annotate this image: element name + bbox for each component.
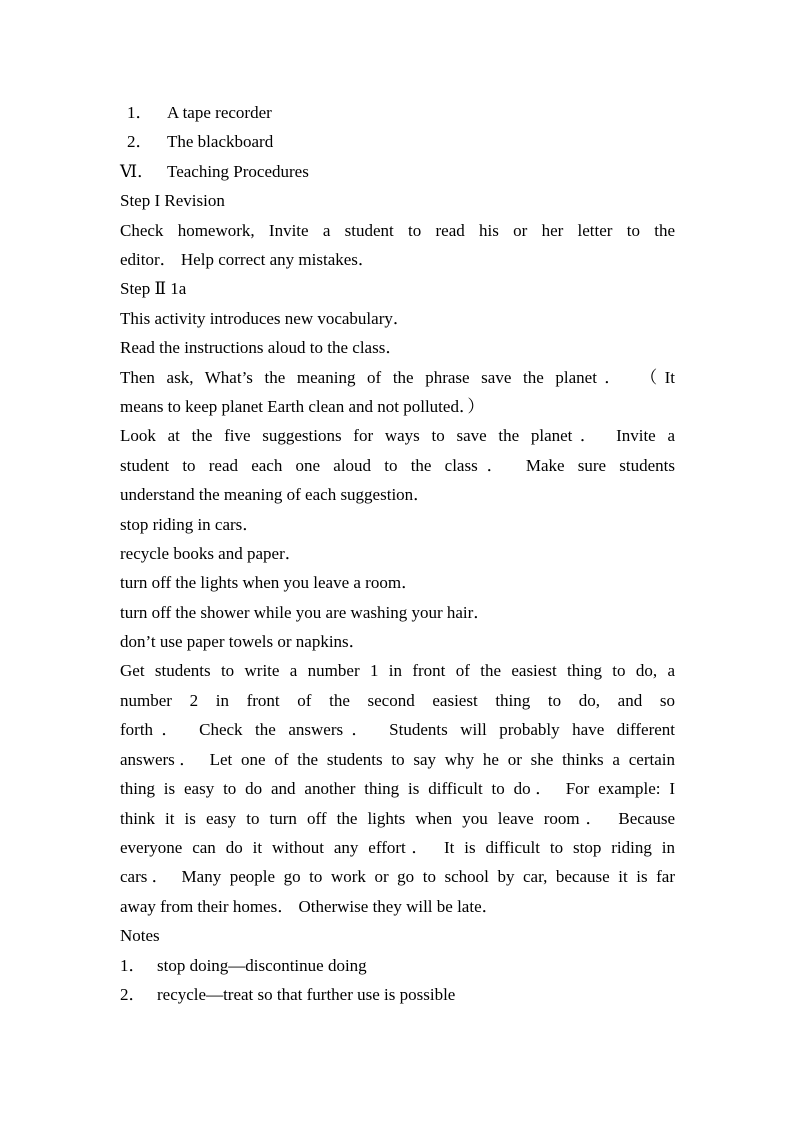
- paragraph-line: answers． Let one of the students to say why he or she thinks a certain: [120, 749, 675, 769]
- paragraph-line: understand the meaning of each suggestion．: [120, 485, 431, 505]
- suggestion-item: turn off the lights when you leave a room．: [120, 573, 419, 593]
- note-item: [120, 980, 675, 1009]
- paragraph-line: forth． Check the answers． Students will probably have different: [120, 720, 675, 740]
- paragraph-line: thing is easy to do and another thing is difficult to do． For example: I: [120, 779, 675, 799]
- paragraph-line: Look at the five suggestions for ways to save the planet． Invite a: [120, 426, 675, 446]
- suggestion-item: turn off the shower while you are washing your hair．: [120, 602, 491, 622]
- section-title: Teaching Procedures: [167, 161, 309, 181]
- section-number: Ⅵ．: [120, 161, 155, 181]
- paragraph-line: think it is easy to turn off the lights when you leave room． Because: [120, 808, 675, 828]
- item-text: The blackboard: [167, 132, 274, 152]
- step-heading: Step I Revision: [120, 191, 225, 211]
- note-item: [120, 951, 675, 980]
- paragraph-line: everyone can do it without any effort． It is difficult to stop riding in: [120, 837, 675, 857]
- paragraph-line: Get students to write a number 1 in front of the easiest thing to do, a: [120, 661, 675, 681]
- document-page: [120, 98, 675, 1009]
- paragraph-line: student to read each one aloud to the class． Make sure students: [120, 455, 675, 475]
- item-number: 1．: [127, 103, 153, 122]
- section-heading: [120, 157, 675, 186]
- materials-item: [120, 127, 675, 156]
- suggestion-item: recycle books and paper．: [120, 543, 302, 563]
- paragraph-line: editor． Help correct any mistakes．: [120, 249, 375, 269]
- note-text: recycle—treat so that further use is possible: [157, 984, 456, 1004]
- paragraph-line: Then ask, What’s the meaning of the phrase save the planet． （It: [120, 367, 675, 387]
- paragraph-line: Check homework, Invite a student to read his or her letter to the: [120, 220, 675, 240]
- suggestion-item: stop riding in cars．: [120, 514, 260, 534]
- paragraph-line: This activity introduces new vocabulary．: [120, 308, 410, 328]
- item-number: 2．: [127, 132, 153, 152]
- notes-heading: Notes: [120, 926, 160, 946]
- item-text: A tape recorder: [167, 103, 272, 122]
- paragraph-line: away from their homes． Otherwise they will be late．: [120, 896, 499, 916]
- note-text: stop doing—discontinue doing: [157, 955, 367, 975]
- note-number: 1．: [120, 955, 146, 975]
- step-heading: Step Ⅱ 1a: [120, 279, 187, 299]
- paragraph-line: Read the instructions aloud to the class．: [120, 338, 403, 358]
- note-number: 2．: [120, 984, 146, 1004]
- materials-item: [120, 98, 675, 127]
- paragraph-line: means to keep planet Earth clean and not polluted．）: [120, 396, 485, 416]
- paragraph-line: cars． Many people go to work or go to school by car, because it is far: [120, 867, 675, 887]
- suggestion-item: don’t use paper towels or napkins．: [120, 632, 366, 652]
- paragraph-line: number 2 in front of the second easiest thing to do, and so: [120, 690, 675, 710]
